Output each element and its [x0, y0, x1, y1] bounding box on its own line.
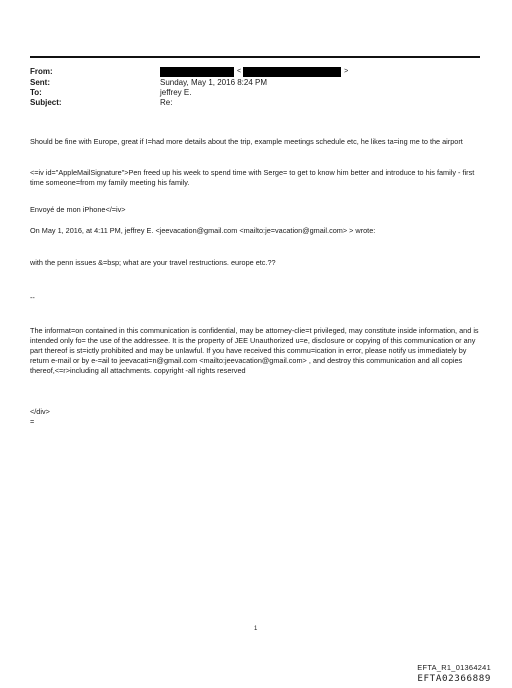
signature-separator: --	[30, 293, 35, 302]
bates-stamp-secondary: EFTA02366889	[417, 673, 491, 684]
body-paragraph: </div>	[30, 407, 50, 416]
body-paragraph: with the penn issues &=bsp; what are your travel restructions. europe etc.??	[30, 258, 276, 267]
from-value	[160, 67, 480, 78]
sent-label: Sent:	[30, 77, 50, 87]
to-label: To:	[30, 87, 42, 97]
redaction-box	[160, 67, 234, 77]
body-paragraph: Should be fine with Europe, great if I=had more details about the trip, example meetings schedule etc, he likes ta=ing me to the airport	[30, 137, 463, 146]
body-paragraph: Envoyé de mon iPhone</=iv>	[30, 205, 126, 214]
subject-label: Subject:	[30, 98, 62, 108]
sent-value: Sunday, May 1, 2016 8:24 PM	[160, 77, 268, 87]
header-rule	[30, 56, 480, 58]
from-lt: <	[237, 68, 242, 75]
sent-row	[30, 78, 480, 88]
to-value: jeffrey E.	[160, 87, 192, 97]
body-paragraph: =	[30, 417, 35, 426]
bates-stamp-primary: EFTA_R1_01364241	[417, 663, 491, 672]
page-number: 1	[254, 626, 258, 632]
subject-value: Re:	[160, 98, 173, 108]
redaction-box	[243, 67, 341, 77]
from-label: From:	[30, 67, 53, 76]
subject-row	[30, 98, 480, 108]
body-paragraph: <=iv id="AppleMailSignature">Pen freed up his week to spend time with Serge= to get to know him better and introduce to his family - first time someone=from my family meeting his family.	[30, 168, 475, 187]
email-header	[30, 67, 480, 108]
body-paragraph: On May 1, 2016, at 4:11 PM, jeffrey E. <jeevacation@gmail.com <mailto:je=vacation@gmail.com> > wrote:	[30, 226, 376, 235]
to-row	[30, 88, 480, 98]
from-row	[30, 67, 480, 78]
confidentiality-notice: The informat=on contained in this communication is confidential, may be attorney-clie=t privileged, may constitute inside information, and is intended only fo= the use of the addressee. It is the property of JEE Unauthorized u=e, disclosure or copying of this communication or any part thereof is st=ictly prohibited and may be unlawful. If you have received this commu=ication in error, please notify us immediately by return e-mail or by e-=ail to jeevacati=n@gmail.com <mailto:jeevacation@gmail.com> , and destroy this communication and all copies thereof,<=r>including all attachments. copyright -all rights reserved	[30, 326, 479, 375]
from-gt: >	[344, 68, 349, 75]
